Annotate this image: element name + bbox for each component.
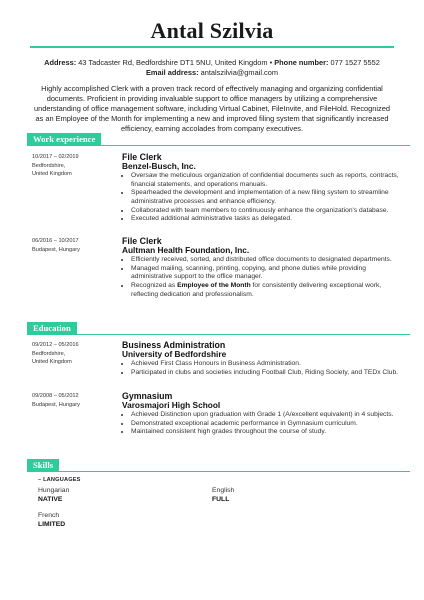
bullet-item: • Participated in clubs and societies including Football Club, Riding Society, and TEDx Club. <box>131 369 406 378</box>
email-value[interactable]: antalszilvia@gmail.com <box>200 68 278 77</box>
bullet-list <box>122 360 406 377</box>
section-rule <box>27 471 410 472</box>
entry-body <box>122 392 406 437</box>
bullet-text: Recognized as <box>131 281 178 289</box>
language-level: FULL <box>212 496 230 504</box>
entry-body <box>122 153 406 224</box>
entry-dates: 10/2017 – 02/2019 <box>32 154 79 160</box>
bullet-item: • Maintained consistent high grades throughout the course of study. <box>131 428 406 437</box>
entry-meta <box>32 341 116 367</box>
bullet-item: • Achieved Distinction upon graduation with Grade 1 (A/excellent equivalent) in 4 subjects. <box>131 411 406 420</box>
bullet-item: • Spearheaded the development and implementation of a new filing system to streamline administrative processes and enhance efficiency. <box>131 189 406 206</box>
bullet-item: • Collaborated with team members to continuously enhance the organization's database. <box>131 207 406 216</box>
section-title: Work experience <box>27 133 101 145</box>
entry-location: Budapest, Hungary <box>32 401 80 408</box>
phone-label: Phone number: <box>274 58 329 67</box>
bullet-item <box>131 282 406 299</box>
language-item <box>38 486 69 505</box>
bullet-highlight: Employee of the Month <box>177 281 251 289</box>
education-header <box>27 322 410 334</box>
entry-location: Budapest, Hungary <box>32 246 80 253</box>
bullet-item: • Executed additional administrative tasks as delegated. <box>131 215 406 224</box>
entry-body <box>122 341 406 377</box>
entry-dates: 09/2012 – 05/2016 <box>32 342 79 348</box>
degree-title: Gymnasium <box>122 391 173 401</box>
language-level: NATIVE <box>38 496 63 504</box>
bullet-list <box>122 172 406 224</box>
entry-dates: 06/2016 – 10/2017 <box>32 238 79 244</box>
header-divider <box>30 46 394 48</box>
contact-block <box>20 58 404 78</box>
employer-name: Benzel-Busch, Inc. <box>122 161 196 172</box>
bullet-item: • Managed mailing, scanning, printing, copying, and phone duties while providing administrative support to the office manager. <box>131 265 406 282</box>
language-name: English <box>212 487 235 494</box>
entry-meta <box>32 237 116 254</box>
school-name: Varosmajori High School <box>122 400 221 411</box>
bullet-item: • Demonstrated exceptional academic performance in Gymnasium curriculum. <box>131 420 406 429</box>
bullet-list <box>122 411 406 437</box>
bullet-item: • Efficiently received, sorted, and distributed office documents to designated departments. <box>131 256 406 265</box>
entry-dates: 09/2008 – 05/2012 <box>32 393 79 399</box>
language-name: Hungarian <box>38 487 70 494</box>
bullet-text: for consistently delivering exceptional work, reflecting dedication and professionalism. <box>131 281 382 298</box>
bullet-list <box>122 256 406 299</box>
bullet-item: • Oversaw the meticulous organization of confidential documents such as reports, contracts, financial statements, and operations manuals. <box>131 172 406 189</box>
job-title: File Clerk <box>122 152 162 162</box>
entry-location: United Kingdom <box>32 171 72 177</box>
work-experience-header <box>27 133 410 145</box>
section-rule <box>27 334 410 335</box>
skills-header <box>27 459 410 471</box>
degree-title: Business Administration <box>122 340 226 350</box>
entry-body <box>122 237 406 299</box>
bullet-item: • Achieved First Class Honours in Business Administration. <box>131 360 406 369</box>
job-title: File Clerk <box>122 236 162 246</box>
languages-heading: – LANGUAGES <box>38 477 81 483</box>
professional-summary: Highly accomplished Clerk with a proven track record of effectively managing and organizing confidential documents. Proficient in providing invaluable support to office managers by utilizing a comprehensive understanding of office management software, including Virtual Cabinet, FileInvite, and FileHold. Recognized as an Employee of the Month for implementing a new and improved filing system that significantly increased efficiency, earning accolades from company executives. <box>34 84 390 133</box>
language-item <box>212 486 234 505</box>
section-title: Skills <box>27 459 59 471</box>
languages-label <box>38 477 81 483</box>
address-value: 43 Tadcaster Rd, Bedfordshire DT1 5NU, United Kingdom <box>78 58 268 67</box>
language-item <box>38 511 65 530</box>
entry-meta <box>32 153 116 179</box>
address-label: Address: <box>44 58 77 67</box>
section-title: Education <box>27 322 77 334</box>
resume-name: Antal Szilvia <box>150 18 274 43</box>
language-level: LIMITED <box>38 521 66 529</box>
language-name: French <box>38 512 60 519</box>
entry-meta <box>32 392 116 409</box>
entry-location: Bedfordshire, <box>32 162 66 169</box>
entry-location: Bedfordshire, <box>32 350 66 357</box>
school-name: University of Bedfordshire <box>122 349 227 360</box>
phone-value: 077 1527 5552 <box>330 58 380 67</box>
employer-name: Aultman Health Foundation, Inc. <box>122 245 250 256</box>
separator-bullet: • <box>269 58 273 67</box>
entry-location: United Kingdom <box>32 359 72 365</box>
email-label: Email address: <box>146 68 199 77</box>
